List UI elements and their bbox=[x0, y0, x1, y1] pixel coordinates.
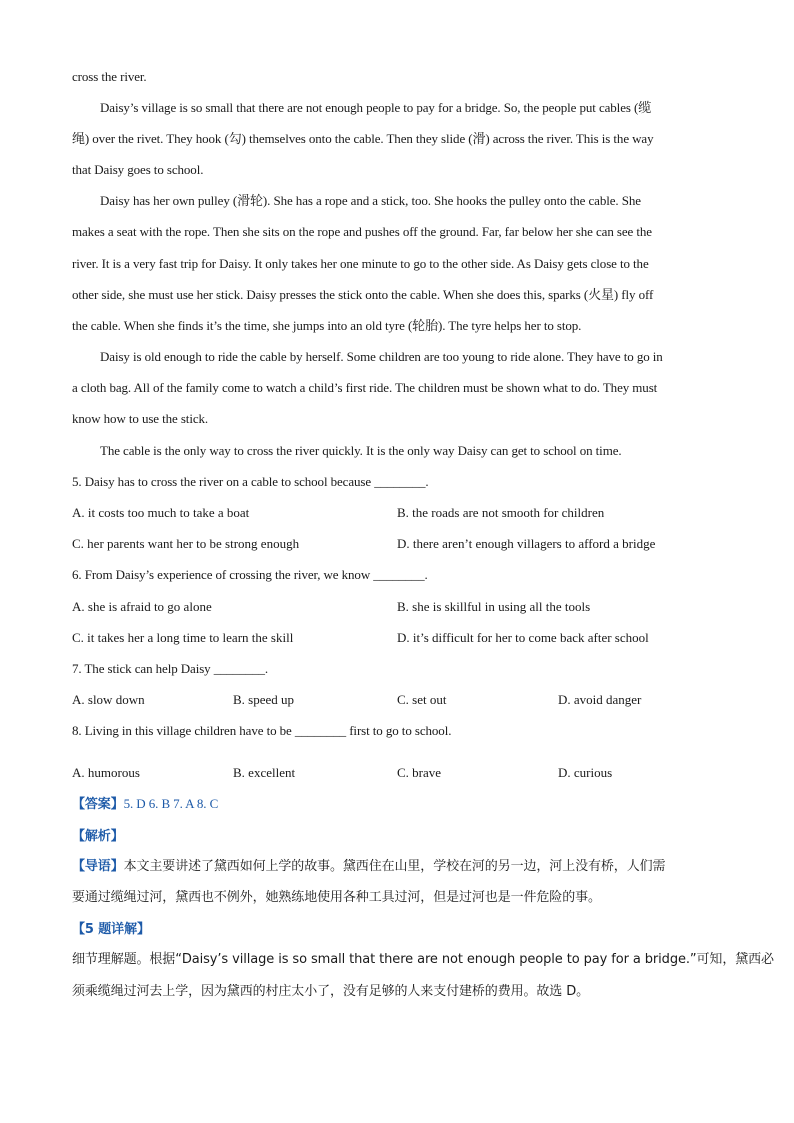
passage-line: other side, she must use her stick. Daisy presses the stick onto the cable. When she does this, sparks (火星) fly off bbox=[72, 287, 654, 302]
passage-line: Daisy has her own pulley (滑轮). She has a rope and a stick, too. She hooks the pulley onto the cable. She bbox=[100, 193, 641, 208]
option-d: D. avoid danger bbox=[558, 692, 642, 707]
passage-line: Daisy is old enough to ride the cable by herself. Some children are too young to ride alone. They have to go in bbox=[100, 349, 663, 364]
guide-line: 【导语】本文主要讲述了黛西如何上学的故事。黛西住在山里，学校在河的另一边，河上没有桥，人们需 bbox=[72, 859, 666, 874]
answer-line bbox=[72, 795, 722, 814]
analysis-header: 【解析】 bbox=[72, 829, 124, 844]
guide-line: 要通过缆绳过河，黛西也不例外，她熟练地使用各种工具过河，但是过河也是一件危险的事。 bbox=[72, 890, 601, 905]
option-d: D. curious bbox=[558, 765, 613, 780]
passage-line: The cable is the only way to cross the river quickly. It is the only way Daisy can get to school on time. bbox=[100, 443, 622, 458]
option-d: D. there aren’t enough villagers to afford a bridge bbox=[397, 536, 656, 551]
option-a: A. slow down bbox=[72, 692, 145, 707]
option-d: D. it’s difficult for her to come back after school bbox=[397, 630, 649, 645]
passage-line: makes a seat with the rope. Then she sits on the rope and pushes off the ground. Far, far below her she can see the bbox=[72, 224, 652, 239]
option-a: A. she is afraid to go alone bbox=[72, 599, 212, 614]
passage-line: a cloth bag. All of the family come to watch a child’s first ride. The children must be shown what to do. They must bbox=[72, 380, 658, 395]
question-stem: 6. From Daisy’s experience of crossing the river, we know ________. bbox=[72, 567, 428, 582]
q5-detail-line: 细节理解题。根据“Daisy’s village is so small that there are not enough people to pay for a bridge.”可知，黛西必 bbox=[72, 952, 774, 967]
option-c: C. brave bbox=[397, 765, 442, 780]
option-b: B. excellent bbox=[233, 765, 296, 780]
option-c: C. it takes her a long time to learn the skill bbox=[72, 630, 294, 645]
passage-line: cross the river. bbox=[72, 69, 147, 84]
option-b: B. the roads are not smooth for children bbox=[397, 505, 605, 520]
guide-label: 【导语】 bbox=[72, 859, 124, 874]
passage-line: Daisy’s village is so small that there are not enough people to pay for a bridge. So, the people put cables (缆 bbox=[100, 100, 652, 115]
passage-line: that Daisy goes to school. bbox=[72, 162, 204, 177]
option-c: C. set out bbox=[397, 692, 447, 707]
option-b: B. speed up bbox=[233, 692, 295, 707]
option-c: C. her parents want her to be strong enough bbox=[72, 536, 300, 551]
passage-line: river. It is a very fast trip for Daisy. It only takes her one minute to go to the other side. As Daisy gets close to the bbox=[72, 256, 649, 271]
passage-line: know how to use the stick. bbox=[72, 411, 209, 426]
answer-label: 【答案】 bbox=[72, 797, 124, 812]
option-a: A. it costs too much to take a boat bbox=[72, 505, 250, 520]
question-stem: 8. Living in this village children have to be ________ first to go to school. bbox=[72, 723, 452, 738]
q5-detail-header: 【5 题详解】 bbox=[72, 922, 150, 937]
question-stem: 5. Daisy has to cross the river on a cable to school because ________. bbox=[72, 474, 429, 489]
q5-detail-line: 须乘缆绳过河去上学，因为黛西的村庄太小了，没有足够的人来支付建桥的费用。故选 D。 bbox=[72, 984, 590, 999]
passage-line: the cable. When she finds it’s the time, she jumps into an old tyre (轮胎). The tyre helps her to stop. bbox=[72, 318, 582, 333]
answer-values: 5. D 6. B 7. A 8. C bbox=[123, 796, 219, 811]
passage-line: 绳) over the rivet. They hook (勾) themselves onto the cable. Then they slide (滑) across the river. This is the way bbox=[72, 131, 654, 146]
question-stem: 7. The stick can help Daisy ________. bbox=[72, 661, 269, 676]
option-b: B. she is skillful in using all the tools bbox=[397, 599, 591, 614]
option-a: A. humorous bbox=[72, 765, 140, 780]
